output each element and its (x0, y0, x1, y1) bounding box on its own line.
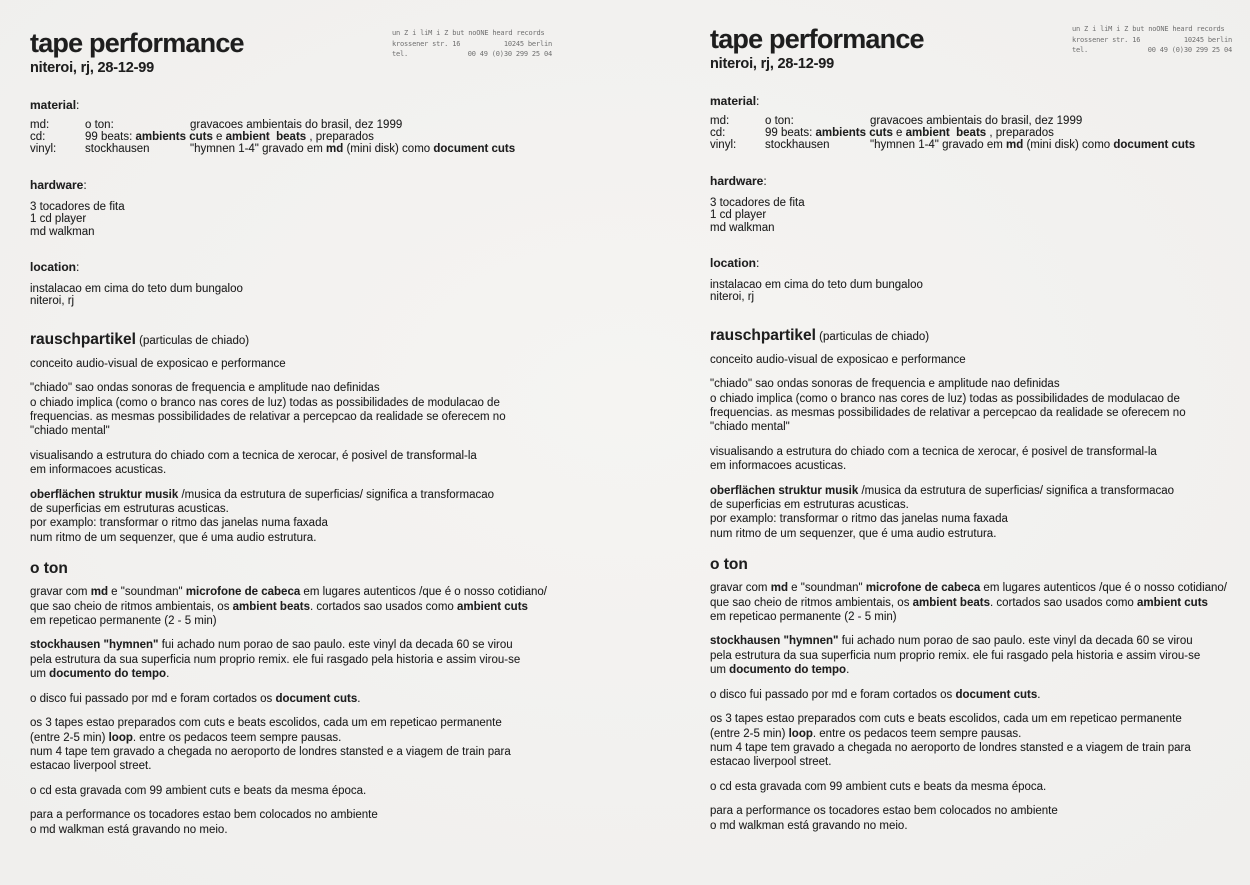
text-line (710, 819, 1245, 833)
text-line (710, 392, 1245, 406)
letterhead (1072, 24, 1232, 56)
text-line (710, 197, 1245, 209)
text-line (710, 222, 1245, 234)
text-line (710, 498, 1245, 512)
text-run: "chiado mental" (30, 425, 110, 438)
text-run: : (83, 177, 87, 192)
letterhead-line2 (392, 39, 552, 50)
material-table (30, 119, 565, 156)
paragraph (710, 581, 1245, 624)
bold-text-run: location (710, 255, 757, 270)
text-run: estacao liverpool street. (30, 760, 152, 773)
text-run: 1 cd player (710, 209, 767, 222)
text-run: : (76, 259, 80, 274)
text-line (710, 610, 1245, 624)
text-run: . (166, 668, 170, 681)
material-description (765, 127, 1054, 139)
text-line (710, 727, 1245, 741)
text-line (30, 692, 565, 706)
letterhead-street: krossener str. 16 (392, 39, 461, 48)
material-format-label (710, 115, 765, 127)
text-run: cd: (30, 130, 46, 143)
text-line (30, 585, 565, 599)
material-description (870, 115, 1082, 127)
material-row (30, 143, 565, 155)
text-line (710, 649, 1245, 663)
text-line (30, 745, 565, 759)
text-run: . cortados sao usados como (989, 596, 1137, 609)
paragraph (30, 201, 565, 238)
text-run: e (892, 126, 906, 139)
section-o-ton (710, 556, 1245, 833)
section-heading-o-ton (30, 560, 565, 578)
text-line (30, 295, 565, 307)
text-run: : (756, 255, 760, 270)
section-location (710, 257, 1245, 304)
text-run: (mini disk) como (1023, 139, 1114, 152)
text-run: vinyl: (710, 139, 737, 152)
text-line (710, 804, 1245, 818)
text-run: , preparados (306, 130, 374, 143)
paragraph (710, 445, 1245, 474)
text-run: que sao cheio de ritmos ambientais, os (710, 596, 913, 609)
material-table (710, 115, 1245, 152)
text-line (30, 463, 565, 477)
text-line (30, 201, 565, 213)
section-rauschpartikel (710, 327, 1245, 541)
text-run: o chiado implica (como o branco nas cores de luz) todas as possibilidades de modulacao de (710, 392, 1180, 405)
text-run: "chiado" sao ondas sonoras de frequencia e amplitude nao definidas (710, 378, 1060, 391)
text-run: . entre os pedacos teem sempre pausas. (812, 727, 1022, 740)
paragraph (710, 377, 1245, 435)
text-line (30, 213, 565, 225)
bold-text-run: stockhausen "hymnen" (710, 635, 839, 648)
page-header (30, 30, 565, 76)
text-run: num ritmo de um sequenzer, que é uma audio estrutura. (710, 527, 997, 540)
text-run: gravacoes ambientais do brasil, dez 1999 (870, 114, 1083, 127)
bold-text-run: ambients cuts (815, 126, 893, 139)
text-line (30, 424, 565, 438)
text-run: "chiado mental" (710, 421, 790, 434)
paragraph (710, 634, 1245, 677)
text-run: um (710, 664, 730, 677)
text-run: que sao cheio de ritmos ambientais, os (30, 600, 233, 613)
letterhead-line1: un Z i liM i Z but noONE heard records (392, 29, 545, 37)
material-description (190, 119, 402, 131)
page-title: tape performance (30, 28, 244, 58)
material-description (190, 143, 515, 155)
text-line (30, 449, 565, 463)
text-run: instalacao em cima do teto dum bungaloo (710, 278, 923, 291)
text-run: vinyl: (30, 143, 57, 156)
text-run: gravacoes ambientais do brasil, dez 1999 (190, 118, 403, 131)
text-line (30, 488, 565, 502)
material-format-label (710, 127, 765, 139)
text-line (30, 226, 565, 238)
text-run: em repeticao permanente (2 - 5 min) (710, 611, 897, 624)
bold-text-run: document cuts (433, 143, 516, 156)
text-line (710, 377, 1245, 391)
text-run: "hymnen 1-4" gravado em (870, 139, 1007, 152)
paragraph (710, 688, 1245, 702)
text-run: gravar com (710, 582, 771, 595)
material-description (870, 139, 1195, 151)
text-run: /musica da estrutura de superficias/ significa a transformacao (178, 488, 495, 501)
paragraph (30, 716, 565, 774)
section-o-ton (30, 560, 565, 837)
text-run: em repeticao permanente (2 - 5 min) (30, 615, 217, 628)
text-line (710, 527, 1245, 541)
text-run: , preparados (986, 126, 1054, 139)
text-run: 1 cd player (30, 213, 87, 226)
paragraph (30, 784, 565, 798)
letterhead (392, 28, 552, 60)
text-run: 3 tocadores de fita (710, 196, 805, 209)
text-run: de superficias em estruturas acusticas. (30, 503, 229, 516)
text-run: (entre 2-5 min) (710, 727, 789, 740)
paragraph (30, 692, 565, 706)
bold-text-run: document cuts (955, 688, 1038, 701)
section-heading-rauschpartikel (30, 331, 565, 350)
bold-text-run: microfone de cabeca (185, 586, 301, 599)
page-title: tape performance (710, 24, 924, 54)
text-run: e (212, 130, 226, 143)
text-run: visualisando a estrutura do chiado com a tecnica de xerocar, é posivel de transformal-la (30, 449, 477, 462)
section-rauschpartikel (30, 331, 565, 545)
bold-text-run: material (30, 97, 77, 112)
paragraph (710, 484, 1245, 542)
text-run: instalacao em cima do teto dum bungaloo (30, 282, 243, 295)
text-line (30, 716, 565, 730)
text-run: conceito audio-visual de exposicao e performance (30, 357, 286, 370)
text-line (710, 780, 1245, 794)
text-run: os 3 tapes estao preparados com cuts e beats escolidos, cada um em repeticao permanente (710, 713, 1182, 726)
bold-text-run: ambient cuts (457, 600, 528, 613)
text-run: em lugares autenticos /que é o nosso cotidiano/ (980, 582, 1228, 595)
text-run: md walkman (30, 225, 95, 238)
paragraph (30, 488, 565, 546)
text-line (710, 755, 1245, 769)
text-run: em lugares autenticos /que é o nosso cotidiano/ (300, 586, 548, 599)
text-run: : (756, 93, 760, 108)
text-run: visualisando a estrutura do chiado com a tecnica de xerocar, é posivel de transformal-la (710, 445, 1157, 458)
text-run: fui achado num porao de sao paulo. este vinyl da decada 60 se virou (158, 639, 513, 652)
material-row (710, 139, 1245, 151)
material-format-label (710, 139, 765, 151)
section-heading-material (30, 99, 565, 112)
bold-text-run: o ton (710, 556, 748, 574)
section-heading-note: (particulas de chiado) (815, 330, 930, 343)
letterhead-tel-number: 00 49 (0)30 299 25 04 (467, 50, 552, 58)
text-line (30, 667, 565, 681)
paragraph (710, 780, 1245, 794)
text-line (710, 484, 1245, 498)
text-run: por examplo: transformar o ritmo das janelas numa faxada (30, 517, 328, 530)
bold-text-run: ambient beats (912, 596, 990, 609)
bold-text-run: md (1006, 139, 1024, 152)
text-run: fui achado num porao de sao paulo. este vinyl da decada 60 se virou (838, 635, 1193, 648)
letterhead-tel-label: tel. (392, 50, 409, 58)
text-line (30, 283, 565, 295)
text-line (710, 634, 1245, 648)
paragraph (30, 449, 565, 478)
text-line (30, 357, 565, 371)
bold-text-run: material (710, 93, 757, 108)
text-run: md: (710, 114, 730, 127)
text-line (710, 596, 1245, 610)
letterhead-line3 (392, 49, 552, 60)
bold-text-run: ambient cuts (1137, 596, 1208, 609)
text-line (30, 600, 565, 614)
text-line (710, 688, 1245, 702)
text-run: um (30, 668, 50, 681)
text-line (710, 512, 1245, 526)
text-run: e "soundman" (787, 582, 866, 595)
section-heading-location (710, 257, 1245, 270)
text-line (30, 410, 565, 424)
text-line (30, 516, 565, 530)
bold-text-run: md (770, 582, 788, 595)
text-run: pela estrutura da sua superficia num proprio remix. ele fui rasgado pela historia e assim virou-se (710, 649, 1201, 662)
bold-text-run: location (30, 259, 77, 274)
text-line (710, 353, 1245, 367)
bold-text-run: document cuts (275, 692, 358, 705)
text-line (710, 291, 1245, 303)
page-header (710, 26, 1245, 72)
section-heading-o-ton (710, 556, 1245, 574)
paragraph (30, 585, 565, 628)
material-format-label (30, 131, 85, 143)
text-line (30, 653, 565, 667)
section-hardware (30, 179, 565, 238)
material-format-label (30, 119, 85, 131)
text-run: estacao liverpool street. (710, 756, 832, 769)
text-line (710, 420, 1245, 434)
text-run: frequencias. as mesmas possibilidades de relativar a percepcao da realidade se oferecem no (30, 411, 506, 423)
text-run: em informacoes acusticas. (710, 460, 847, 473)
text-run: : (763, 173, 767, 188)
text-run: e "soundman" (107, 586, 186, 599)
material-col2 (765, 115, 870, 127)
bold-text-run: ambients cuts (135, 130, 213, 143)
page-copy-left (30, 30, 565, 837)
text-line (30, 502, 565, 516)
material-format-label (30, 143, 85, 155)
text-run: . (846, 664, 850, 677)
text-line (710, 209, 1245, 221)
text-run: md walkman (710, 221, 775, 234)
text-run: o ton: (85, 118, 114, 131)
bold-text-run: microfone de cabeca (865, 582, 981, 595)
text-line (30, 823, 565, 837)
material-description (85, 131, 374, 143)
bold-text-run: documento do tempo (49, 668, 167, 681)
section-heading-material (710, 95, 1245, 108)
text-run: o cd esta gravada com 99 ambient cuts e beats da mesma época. (30, 784, 367, 797)
letterhead-city: 10245 berlin (503, 39, 552, 48)
text-run: os 3 tapes estao preparados com cuts e beats escolidos, cada um em repeticao permanente (30, 717, 502, 730)
text-run: "hymnen 1-4" gravado em (190, 143, 327, 156)
bold-text-run: rauschpartikel (30, 330, 136, 348)
text-line (710, 741, 1245, 755)
page-copy-right (710, 26, 1245, 833)
bold-text-run: document cuts (1113, 139, 1196, 152)
text-run: (entre 2-5 min) (30, 731, 109, 744)
text-run: conceito audio-visual de exposicao e performance (710, 353, 966, 366)
text-run: em informacoes acusticas. (30, 464, 167, 477)
paragraph (710, 712, 1245, 770)
text-line (710, 445, 1245, 459)
text-run: niteroi, rj (30, 295, 75, 308)
section-heading-hardware (30, 179, 565, 192)
text-run: md: (30, 118, 50, 131)
text-line (30, 759, 565, 773)
bold-text-run: md (90, 586, 108, 599)
text-run: pela estrutura da sua superficia num proprio remix. ele fui rasgado pela historia e assim virou-se (30, 653, 521, 666)
text-run: de superficias em estruturas acusticas. (710, 499, 909, 512)
text-run: gravar com (30, 586, 91, 599)
text-run: 3 tocadores de fita (30, 200, 125, 213)
section-heading-rauschpartikel (710, 327, 1245, 346)
text-run: (mini disk) como (343, 143, 434, 156)
letterhead-street: krossener str. 16 (1072, 35, 1141, 44)
material-col2 (85, 143, 190, 155)
text-run: o disco fui passado por md e foram cortados os (710, 688, 956, 701)
text-run: o ton: (765, 114, 794, 127)
section-material (710, 95, 1245, 152)
bold-text-run: ambient beats (905, 126, 987, 139)
text-line (30, 396, 565, 410)
page-subtitle: niteroi, rj, 28-12-99 (710, 55, 834, 72)
text-line (710, 663, 1245, 677)
text-run: . (1037, 688, 1041, 701)
material-row (30, 131, 565, 143)
letterhead-line2 (1072, 35, 1232, 46)
letterhead-line1: un Z i liM i Z but noONE heard records (1072, 25, 1225, 33)
material-col2 (765, 139, 870, 151)
bold-text-run: oberflächen struktur musik (30, 488, 179, 501)
letterhead-city: 10245 berlin (1183, 35, 1232, 44)
text-run: 99 beats: (85, 130, 136, 143)
text-run: o cd esta gravada com 99 ambient cuts e beats da mesma época. (710, 780, 1047, 793)
text-run: stockhausen (765, 139, 830, 152)
paragraph (710, 279, 1245, 304)
bold-text-run: ambient beats (225, 130, 307, 143)
text-line (710, 406, 1245, 420)
text-line (30, 808, 565, 822)
text-run: para a performance os tocadores estao bem colocados no ambiente (710, 805, 1058, 818)
bold-text-run: oberflächen struktur musik (710, 484, 859, 497)
letterhead-line3 (1072, 45, 1232, 56)
page-body (710, 95, 1245, 833)
bold-text-run: hardware (710, 173, 764, 188)
paragraph (710, 197, 1245, 234)
material-col2 (85, 119, 190, 131)
section-heading-note: (particulas de chiado) (135, 334, 250, 347)
text-run: por examplo: transformar o ritmo das janelas numa faxada (710, 513, 1008, 526)
letterhead-tel-number: 00 49 (0)30 299 25 04 (1147, 46, 1232, 54)
paragraph (710, 353, 1245, 367)
section-material (30, 99, 565, 156)
text-line (710, 712, 1245, 726)
text-run: 99 beats: (765, 126, 816, 139)
page-subtitle: niteroi, rj, 28-12-99 (30, 59, 154, 76)
text-run: o md walkman está gravando no meio. (710, 819, 908, 832)
text-line (30, 531, 565, 545)
text-run: o chiado implica (como o branco nas cores de luz) todas as possibilidades de modulacao de (30, 396, 500, 409)
material-row (710, 127, 1245, 139)
paragraph (30, 283, 565, 308)
text-line (30, 614, 565, 628)
text-run: niteroi, rj (710, 291, 755, 304)
paragraph (710, 804, 1245, 833)
paragraph (30, 357, 565, 371)
letterhead-tel-label: tel. (1072, 46, 1089, 54)
bold-text-run: loop (788, 727, 813, 740)
paragraph (30, 808, 565, 837)
text-run: para a performance os tocadores estao bem colocados no ambiente (30, 809, 378, 822)
bold-text-run: hardware (30, 177, 84, 192)
text-line (710, 279, 1245, 291)
section-location (30, 261, 565, 308)
bold-text-run: rauschpartikel (710, 326, 816, 344)
text-run: cd: (710, 126, 726, 139)
section-heading-location (30, 261, 565, 274)
text-line (30, 638, 565, 652)
text-run: num ritmo de um sequenzer, que é uma audio estrutura. (30, 531, 317, 544)
material-row (710, 115, 1245, 127)
text-line (30, 784, 565, 798)
text-line (30, 381, 565, 395)
section-hardware (710, 175, 1245, 234)
bold-text-run: md (326, 143, 344, 156)
bold-text-run: loop (108, 731, 133, 744)
text-run: . (357, 692, 361, 705)
text-run: frequencias. as mesmas possibilidades de relativar a percepcao da realidade se oferecem no (710, 407, 1186, 419)
bold-text-run: o ton (30, 560, 68, 578)
text-run: . cortados sao usados como (309, 600, 457, 613)
text-run: num 4 tape tem gravado a chegada no aeroporto de londres stansted e a viagem de train para (710, 741, 1191, 754)
text-run: "chiado" sao ondas sonoras de frequencia e amplitude nao definidas (30, 382, 380, 395)
text-line (30, 731, 565, 745)
bold-text-run: ambient beats (232, 600, 310, 613)
text-run: stockhausen (85, 143, 150, 156)
text-run: : (76, 97, 80, 112)
bold-text-run: documento do tempo (729, 664, 847, 677)
text-run: num 4 tape tem gravado a chegada no aeroporto de londres stansted e a viagem de train para (30, 745, 511, 758)
text-line (710, 459, 1245, 473)
paragraph (30, 381, 565, 439)
bold-text-run: stockhausen "hymnen" (30, 639, 159, 652)
section-heading-hardware (710, 175, 1245, 188)
text-run: o md walkman está gravando no meio. (30, 823, 228, 836)
text-run: o disco fui passado por md e foram cortados os (30, 692, 276, 705)
paragraph (30, 638, 565, 681)
page-body (30, 99, 565, 837)
text-run: /musica da estrutura de superficias/ significa a transformacao (858, 484, 1175, 497)
text-run: . entre os pedacos teem sempre pausas. (132, 731, 342, 744)
material-row (30, 119, 565, 131)
text-line (710, 581, 1245, 595)
